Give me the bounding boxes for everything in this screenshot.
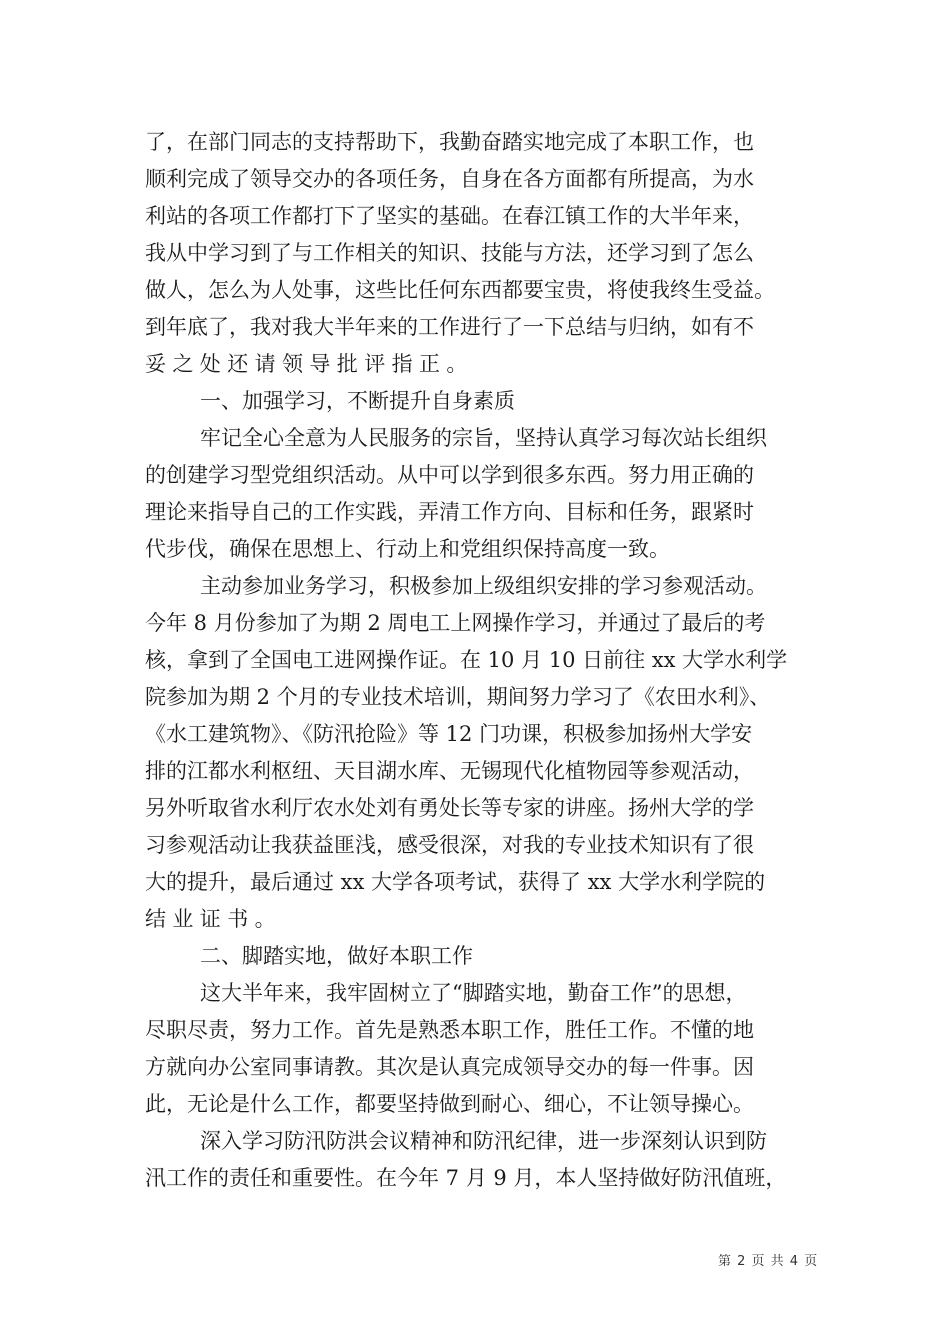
text-line: 结业证书。 — [145, 907, 282, 931]
text-line: 做人，怎么为人处事，这些比任何东西都要宝贵，将使我终生受益。 — [145, 278, 775, 302]
paragraph-first-line: 这大半年来，我牢固树立了“脚踏实地，勤奋工作”的思想， — [200, 981, 747, 1005]
text-line: 此，无论是什么工作，都要坚持做到耐心、细心，不让领导操心。 — [145, 1092, 754, 1116]
text-line: 院参加为期 2 个月的专业技术培训，期间努力学习了《农田水利》、 — [145, 685, 771, 709]
paragraph-first-line: 一、加强学习，不断提升自身素质 — [200, 389, 515, 413]
text-line: 核，拿到了全国电工进网操作证。在 10 月 10 日前往 xx 大学水利学 — [145, 648, 788, 672]
text-line: 另外听取省水利厅农水处刘有勇处长等专家的讲座。扬州大学的学 — [145, 796, 754, 820]
text-line: 利站的各项工作都打下了坚实的基础。在春江镇工作的大半年来， — [145, 204, 754, 228]
body-text — [145, 124, 815, 1197]
paragraph-first-line: 二、脚踏实地，做好本职工作 — [200, 944, 473, 968]
text-line: 妥之处还请领导批评指正。 — [145, 352, 474, 376]
text-line: 顺利完成了领导交办的各项任务，自身在各方面都有所提高，为水 — [145, 167, 754, 191]
text-line: 排的江都水利枢纽、天目湖水库、无锡现代化植物园等参观活动， — [145, 759, 754, 783]
paragraph-first-line: 深入学习防汛防洪会议精神和防汛纪律，进一步深刻认识到防 — [200, 1129, 767, 1153]
text-line: 今年 8 月份参加了为期 2 周电工上网操作学习，并通过了最后的考 — [145, 611, 766, 635]
text-line: 我从中学习到了与工作相关的知识、技能与方法，还学习到了怎么 — [145, 241, 754, 265]
text-line: 方就向办公室同事请教。其次是认真完成领导交办的每一件事。因 — [145, 1055, 754, 1079]
text-line: 尽职尽责，努力工作。首先是熟悉本职工作，胜任工作。不懂的地 — [145, 1018, 754, 1042]
page-number-footer: 第 2 页 共 4 页 — [718, 1254, 819, 1269]
text-line: 《水工建筑物》、《防汛抢险》等 12 门功课，积极参加扬州大学安 — [145, 722, 753, 746]
text-line: 到年底了，我对我大半年来的工作进行了一下总结与归纳，如有不 — [145, 315, 754, 339]
text-line: 汛工作的责任和重要性。在今年 7 月 9 月，本人坚持做好防汛值班， — [145, 1166, 787, 1190]
text-line: 代步伐，确保在思想上、行动上和党组织保持高度一致。 — [145, 537, 670, 561]
paragraph-first-line: 牢记全心全意为人民服务的宗旨，坚持认真学习每次站长组织 — [200, 426, 767, 450]
text-line: 大的提升，最后通过 xx 大学各项考试，获得了 xx 大学水利学院的 — [145, 870, 766, 894]
text-line: 的创建学习型党组织活动。从中可以学到很多东西。努力用正确的 — [145, 463, 754, 487]
text-line: 了，在部门同志的支持帮助下，我勤奋踏实地完成了本职工作，也 — [145, 130, 754, 154]
text-line: 理论来指导自己的工作实践，弄清工作方向、目标和任务，跟紧时 — [145, 500, 754, 524]
paragraph-first-line: 主动参加业务学习，积极参加上级组织安排的学习参观活动。 — [200, 574, 767, 598]
text-line: 习参观活动让我获益匪浅，感受很深，对我的专业技术知识有了很 — [145, 833, 754, 857]
